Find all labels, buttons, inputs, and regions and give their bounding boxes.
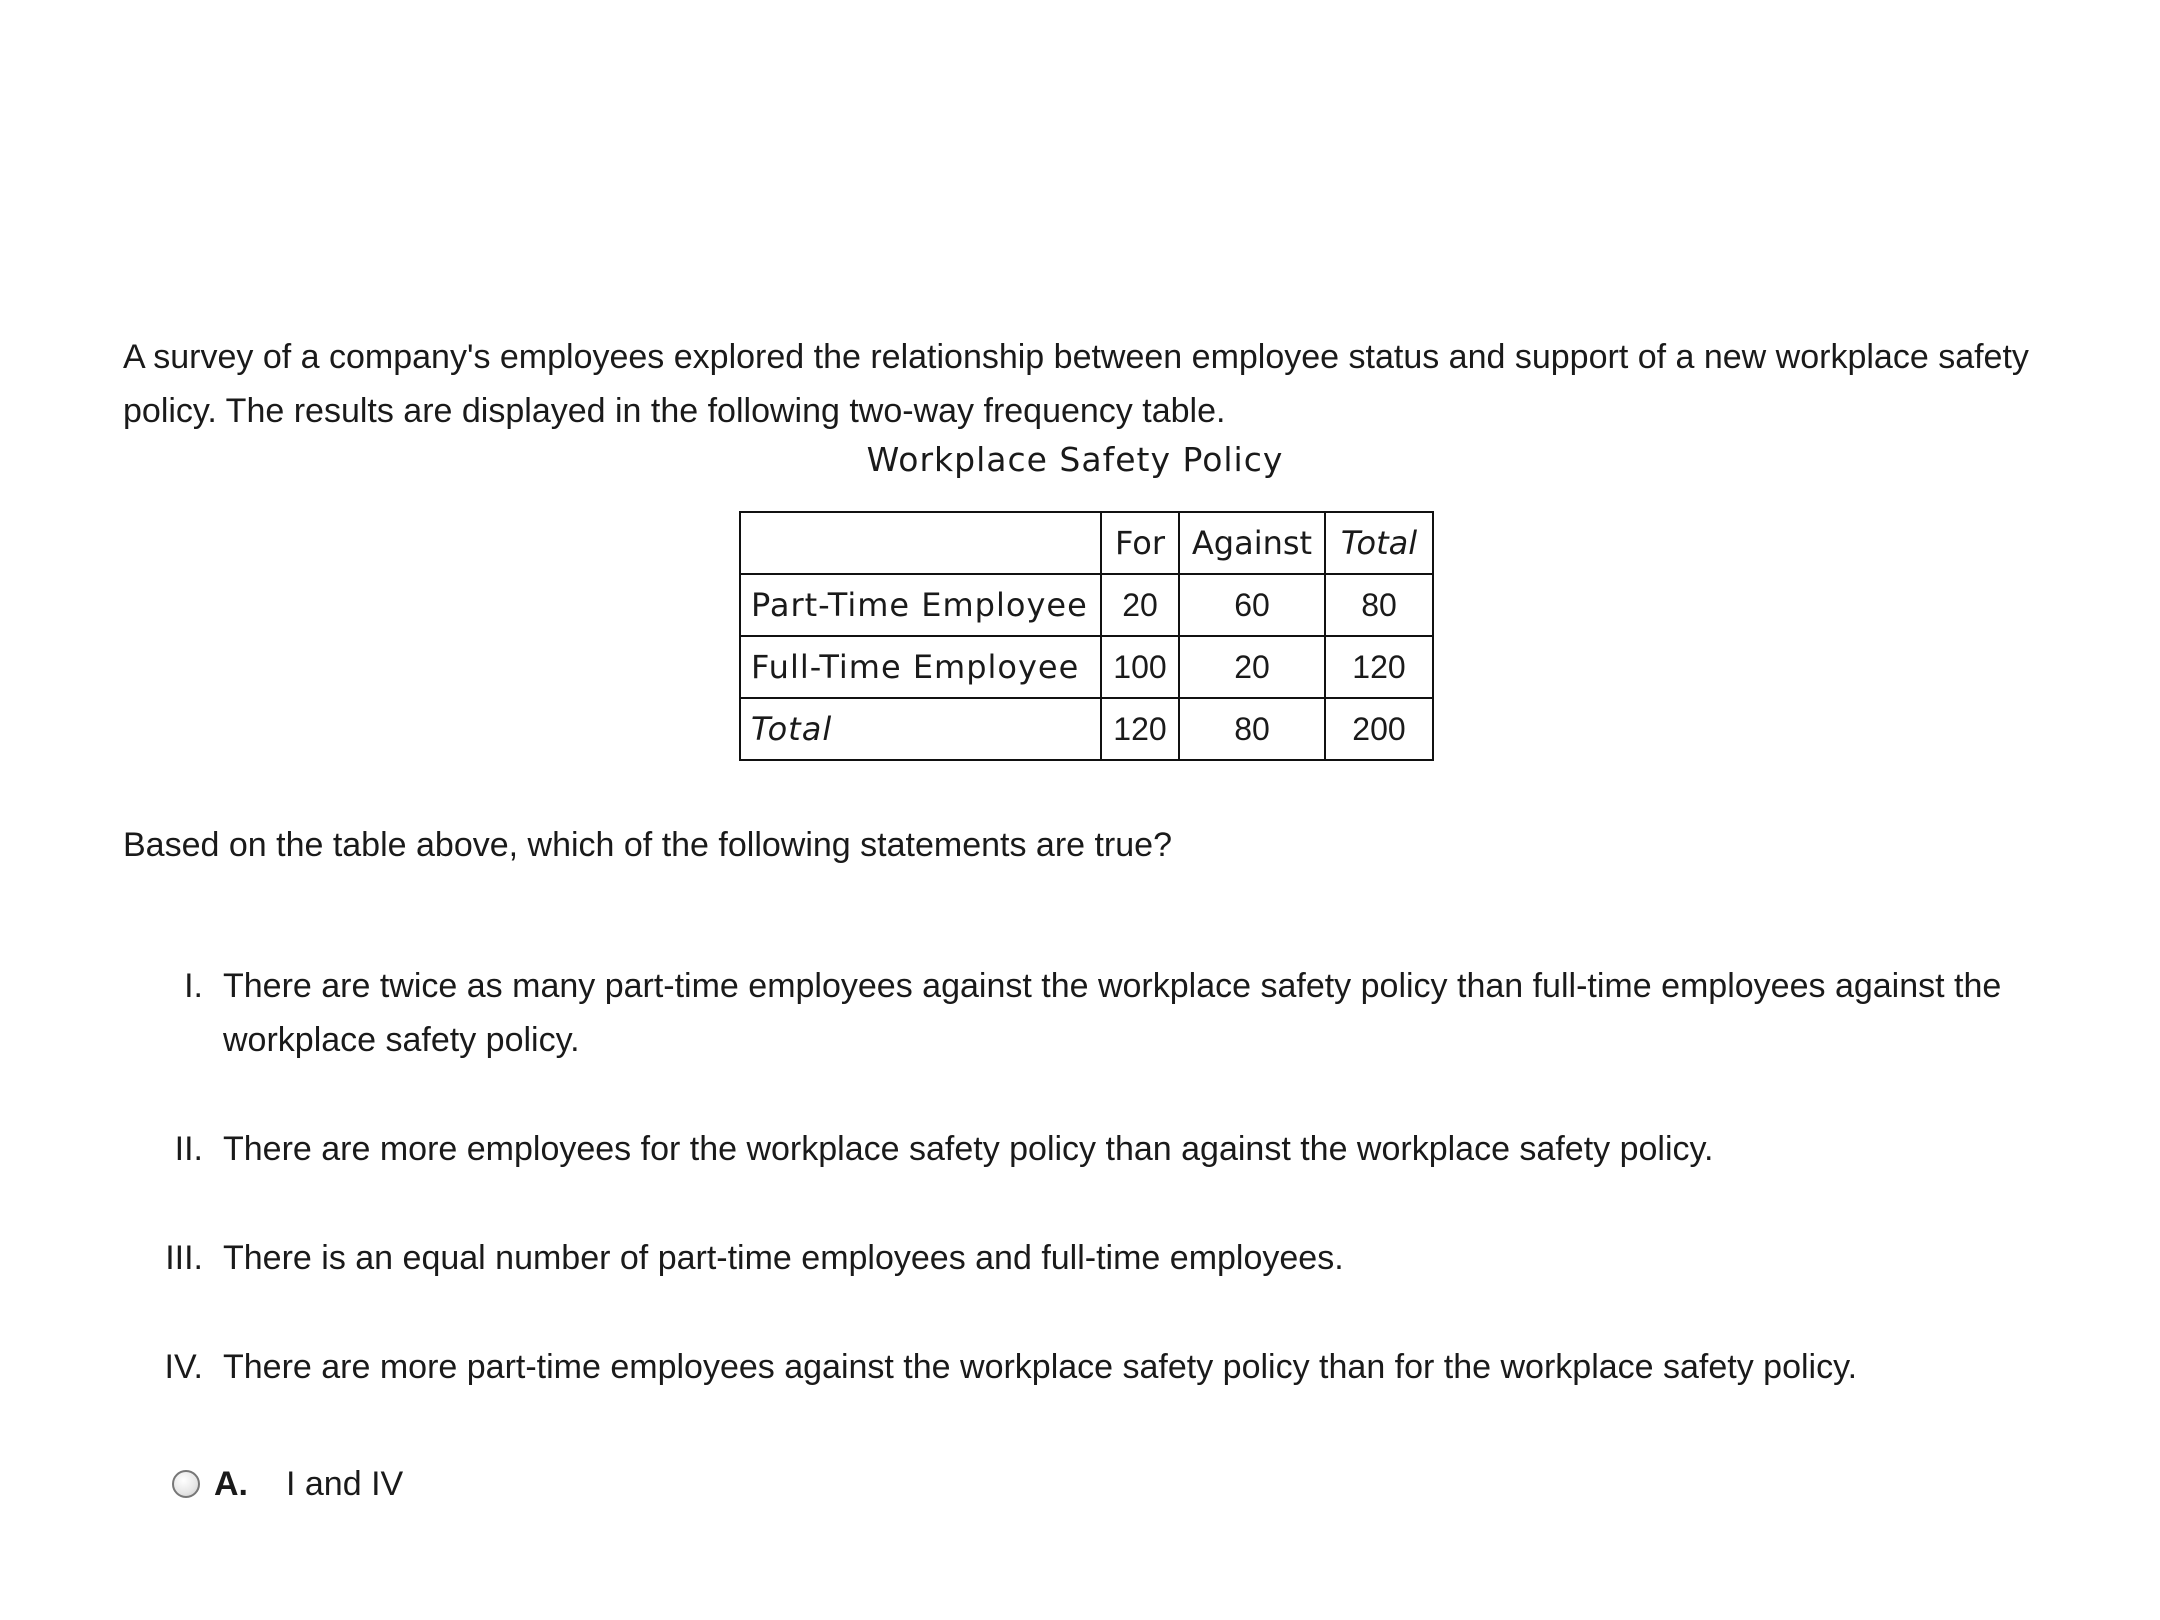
header-cell-total: Total [1325,512,1433,574]
cell-total: 80 [1325,574,1433,636]
cell-for: 100 [1101,636,1179,698]
cell-for: 20 [1101,574,1179,636]
table-title: Workplace Safety Policy [866,440,1284,479]
statement-item [123,1122,2003,1176]
row-label: Full-Time Employee [740,636,1101,698]
statement-item [123,1340,2003,1394]
cell-against: 60 [1179,574,1325,636]
table-row-part-time [740,574,1433,636]
frequency-table [739,511,1434,761]
statement-item [123,959,2003,1067]
cell-total: 200 [1325,698,1433,760]
statement-text: There are twice as many part-time employees against the workplace safety policy than full-time employees against the workplace safety policy. [223,967,2002,1059]
intro-text: A survey of a company's employees explored the relationship between employee status and support of a new workplace safety policy. The results are displayed in the following two-way frequency table. [123,338,2029,430]
cell-for: 120 [1101,698,1179,760]
cell-against: 80 [1179,698,1325,760]
question-text: Based on the table above, which of the following statements are true? [123,826,1172,864]
header-cell-for: For [1101,512,1179,574]
statement-numeral: II. [174,1130,203,1168]
option-text: I and IV [286,1465,404,1503]
statement-text: There are more part-time employees against the workplace safety policy than for the workplace safety policy. [223,1348,1858,1386]
header-cell-empty [740,512,1101,574]
statement-numeral: I. [184,967,203,1005]
statement-text: There are more employees for the workplace safety policy than against the workplace safety policy. [223,1130,1714,1168]
option-letter: A. [214,1465,248,1503]
table-header-row [740,512,1433,574]
cell-total: 120 [1325,636,1433,698]
table-row-total [740,698,1433,760]
table-row-full-time [740,636,1433,698]
statement-numeral: IV. [164,1348,203,1386]
statement-item [123,1231,2003,1285]
radio-button[interactable] [172,1470,200,1498]
row-label: Part-Time Employee [740,574,1101,636]
answer-option-a[interactable] [172,1457,403,1511]
cell-against: 20 [1179,636,1325,698]
header-cell-against: Against [1179,512,1325,574]
statement-numeral: III. [165,1239,203,1277]
row-label: Total [740,698,1101,760]
statement-text: There is an equal number of part-time employees and full-time employees. [223,1239,1344,1277]
